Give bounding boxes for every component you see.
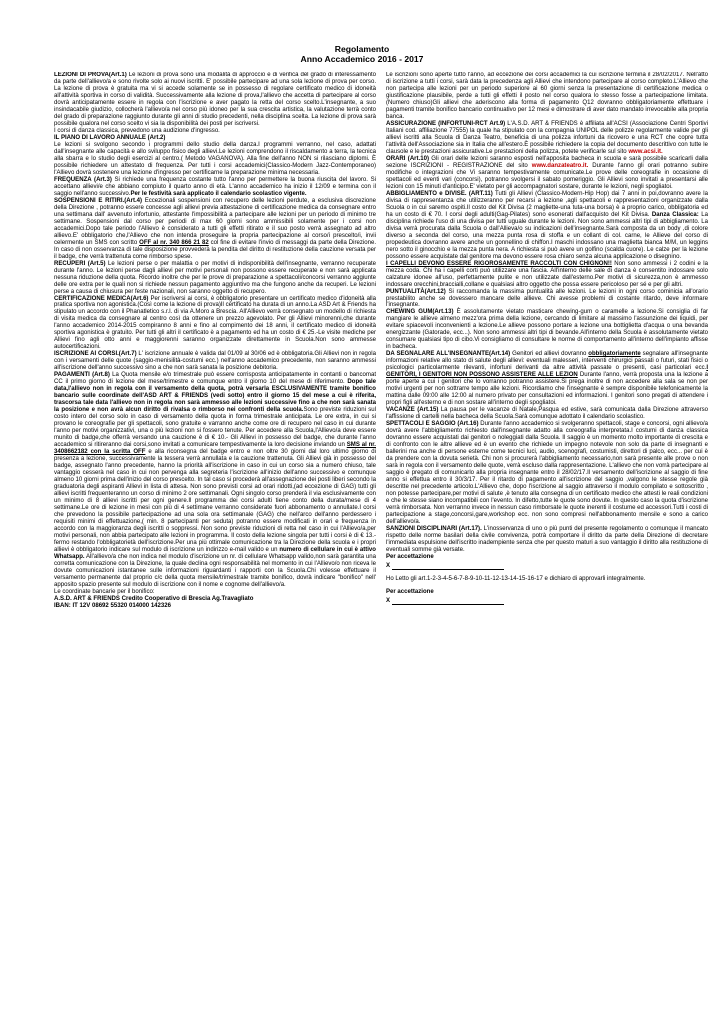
bold-text: Dopo tale data,l'allievo non in regola con il versamento della quota, potrà versarla ESCLUSIVAMENTE tramite bonifico bancario sulle coordinate dell'ASD ART & FRIENDS (vedi sotto) entro il giorno 15 del mese a cui è riferita, trascorsa tale data l'allievo non in regola non sarà ammesso alle lezioni successive fino a che non sarà sanata la posizione e non avrà alcun diritto di rivalsa o rimborso nei confronti della scuola. — [54, 379, 376, 414]
underlined-text: I CAPELLI DEVONO ESSERE RIGOROSAMENTE RACCOLTI CON CHIGNON!! — [386, 260, 612, 267]
body-text: Le coordinate bancarie per il bonifico: — [54, 588, 155, 595]
body-text: Si richiede una frequenza costante tutto l'anno per permettere la buona riuscita del lavoro. Si accettano allievi/e che abbiano compiuto il quarto anno di età. L'anno accademico ha inizio il 12/09 e termina con il saggio nell'anno successivo. — [54, 176, 376, 197]
section-heading: VACANZE (Art.15) — [386, 407, 439, 414]
body-text: Durante l'anno accademico si svolgeranno spettacoli, stage e concorsi, ogni allievo/a dovrà avere l'abbigliamento richiesto dall'insegnante adatto alla coreografia interpretata.I costumi di danza classica dovranno essere acquistati dai genitori o noleggiati dalla Scuola. Il saggio è un momento molto importante di crescita e di confronto con le altre allieve ed è un evento che richiede un impegno notevole non solo da parte di insegnanti e ballerini ma anche di persone esterne come tecnici luci, audio, scenografi, costumisti, direttori di palco, ecc... per cui è da prendere con la dovuta serietà. Chi non si procurerà l'abbigliamento necessario,non sarà presente alle prove o non sarà in regola con il versamento delle quote, verrà escluso dalla rappresentazione. L'allievo che non vorrà partecipare al saggio è pregato di comunicarlo alla propria insegnante entro il 28/02/17.Il versamento dell'iscrizione al saggio di fine anno si effettua entro il 30/3/17. Per il ritardo di pagamento all'iscrizione del saggio ,valgono le stesse regole già descritte nel precedente articolo.L'Allievo che, dopo l'iscrizione al saggio attraverso il modulo compilato e sottoscritto , non potesse partecipare,per motivi di salute ,è tenuto alla consegna di un certificato medico che attesti le reali condizioni e che le stesse siano incompatibili con l'evento. In difetto,tutte le quote sono dovute. In questo caso la quota d'iscrizione verrà rimborsata. Non verranno invece in nessun caso rimborsate le quote inerenti il costume ed accessori.Tutti i costi di partecipazione a stage,concorsi,gare,workshop ecc. non sono compresi nell'abbonamento mensile e sono a carico dell'allievo/a. — [386, 421, 708, 525]
section-heading: IBAN: IT 12V 08692 55320 014000 142326 — [54, 602, 171, 609]
body-text: Durante l'anno, verrà proposta una la lezione a porte aperte a cui i genitori che lo vorranno potranno assistere.Si prega inoltre di non accedere alla sala se non per motivi urgenti per non sottrarre tempo alle lezioni. Ricordiamo che l'insegnante è sempre disponibile telefonicamente la mattina dalle 09:00 alle 12:00 al numero privato per consultazioni ed informazioni. I genitori sono pregati di attendere i propri figli all'esterno e di non sostare all'interno degli spogliatoi. — [386, 372, 708, 407]
paragraph — [54, 603, 376, 610]
left-column — [54, 72, 376, 1018]
underlined-text: SMS al nr. 3408662182 con la scritta OFF — [54, 442, 376, 456]
document-title: Regolamento — [334, 44, 390, 54]
paragraph — [386, 576, 708, 583]
paragraph — [386, 598, 708, 605]
right-column — [386, 72, 708, 1018]
body-text: Sono previste riduzioni sul costo intero del corso solo in caso di versamento della quota in forma trimestrale anticipata. Le ore extra, in cui si provano le coreografie per gli spettacoli, sono gratuite e varranno anche come ore di recupero nel caso in cui durante l'anno per motivi organizzativi, una o più lezioni non si fossero tenute. Per accedere alla Scuola,l'Allievo/a deve essere munito di badge,che offerrà versando una cauzione è di € 10.- Gli Allievi in possesso del badge, che durante l'anno accademico si ritireranno dai corsi,sono invitati a comunicare tempestivamente la loro decisione inviando un — [54, 407, 376, 449]
body-text: Eccezionali sospensioni con recupero delle lezioni perdute, a esclusiva discrezione della Direzione , potranno essere concesse agli allievi previa attestazione di certificazione medica da consegnare entro una settimana dall' avvenuto infortunio, attestante l'impossibilità a partecipare alle lezioni per un periodo di minimo tre settimane. Sospensioni dal corso per periodi di max 60 giorni sono ammissibili solamente per i corsi non accademici.Dopo tale periodo l'Allievo è considerato a tutti gli effetti ritirato e il suo posto verrà assegnato ad altro allievo.E' obbligatorio che,l'Allievo che non intenda proseguire la propria partecipazione al corso/i prescelto/i, invii celermente un SMS con scritto — [54, 197, 376, 246]
paragraph — [386, 156, 708, 191]
body-text: Le lezioni di prova sono una modalità di approccio e di verifica del grado di interessamento da parte dell'allievo/a e sono rivolte solo ai nuovi iscritti. E' possibile partecipare ad una sola lezione di prova per corso. La lezione di prova è gratuita ma vi si accede solamente se in possesso di regolare certificato medico di idoneità all'attività sportiva in corso di validità. Successivamente alla lezione di prova,l'allievo che accetta di partecipare al corso dovrà anticipatamente essere in regola con l'iscrizione e aver pagato la retta del corso scelto.L'insegnante, a suo insindacabile giudizio, collocherà l'allievo/a nel corso più idoneo per la sua crescita artistica, la valutazione terrà conto del grado di preparazione raggiunto durante gli anni di studio precedenti, nella disciplina scelta. La lezione di prova sarà possibile qualora nel corso scelto vi sia la disponibilità dei posti per iscriversi. — [54, 72, 376, 127]
underlined-text: obbligatoriamente — [588, 351, 641, 358]
body-text: Gli orari delle lezioni saranno esposti nell'apposita bacheca in scuola e sarà possibile scaricarli dalla sezione ISCRIZIONI - REGISTRAZIONE del sito — [386, 155, 708, 169]
section-heading: A.S.D. ART & FRIENDS Credito Cooperativo di Brescia Ag.Travagliato — [54, 595, 254, 602]
body-text: È assolutamente vietato masticare chewing-gum o caramelle a lezione.Si consiglia di far mangiare le allieve almeno mezz'ora prima della lezione, cercando di limitare al massimo l'assunzione dei liquidi, per evitare spiacevoli inconvenienti a lezione.Le allieve possono portare a lezione una bottiglietta d'acqua o una bevanda energizzante (Gatorade, ecc...). Non sono ammessi altri tipi di bevande.All'interno della Scuola è assolutamente vietato consumare qualsiasi tipo di cibo.Vi consigliamo di consultare le norme di comportamento all'interno dell'impianto affisse in bacheca. — [386, 309, 708, 351]
paragraph — [54, 351, 376, 372]
body-text: Si raccomanda la massima puntualità alle lezioni. Le lezioni in ogni corso cominicia all'orario prestabilito anche se dovessero mancare delle allieve. Chi avesse problemi di costante ritardo, deve informare l'insegnante. — [386, 288, 708, 309]
body-text: e alla riconsegna del badge entro e non oltre 30 giorni dal loro ultimo giorno di presenza a lezione, successivamente la tessera verrà annullata e la cauzione trattenuta. Gli Allievi già in possesso del badge, assegnato l'anno precedente, hanno la priorità all'iscrizione in caso in cui un corso sia a numero chiuso, tale vantaggio cesserà nel caso in cui non pervenga alla segreteria l'iscrizione all'inizio dell'anno successivo e comunque almeno 10 giorni prima dell'inizio del corso prescelto. In tal caso si procederà all'assegnazione dei posti liberi secondo la graduatoria degli aspiranti Allievi in lista di attesa. Non sono previsti corsi ad orari ridotti,(ad eccezione di GAG) tutti gli allievi iscritti frequenteranno un corso di minimo 2 ore settimanali. Ogni singolo corso prenderà il via esclusivamente con un minimo di 8 allievi iscritti per ogni genere.Il programma dei corsi adulti tiene conto della durata/mese di 4 settimane.Le ore di lezione in mesi con più di 4 settimane verranno considerate fuori abbonamento o annullate.I corsi che prevedono la possibile partecipazione ad una sola ora settimanale (GAG) che nell'arco dell'anno perdessero i requisiti minimi di effettuazione,( min. 8 partecipanti per seduta) potranno essere modificati in orari e frequenza in accordo con la maggioranza degli iscritti o soppressi. Non sono previste riduzioni di retta nel caso in cui l'Allievo/a,per motivi personali, non abbia partecipato alle lezioni in programma. Il costo della lezione singola per tutti i corsi è di € 13.-fermo restando l'obbligatorietà dell'iscrizione.Per una più ottimale comunicazione tra la Direzione della scuola e i propri allievi è obbligatorio indicare sul modulo di iscrizione un indirizzo e-mail valido e un — [54, 449, 376, 553]
paragraph — [386, 554, 708, 561]
bold-text: Per le festività sarà applicato il calendario scolastico vigente. — [130, 190, 307, 197]
paragraph — [386, 421, 708, 526]
body-text: L' iscrizione annuale è valida dal 01/09 al 30/06 ed è obbligatoria.Gli Allievi non in regola con i versamenti delle quote (saggio-menisilità-costumi ecc.) nell'anno accademico precedente, non saranno ammessi all'iscrizione dell'anno successivo sino a che non sarà sanata la posizione debitoria. — [54, 351, 376, 372]
body-text: col fine di evitare l'invio di messaggi da parte della Direzione. In caso di non osservanza di tale disposizione provvederà la pendita del diritto di restituzione della cauzione versata per il badge, che verrà trattenuta come rimborso spese. — [54, 239, 376, 260]
section-heading: PUNTUALITÀ(Art.12) — [386, 288, 446, 295]
paragraph — [386, 121, 708, 156]
body-text: Genitori ed allievi dovranno — [510, 351, 589, 358]
section-heading: CHEWING GUM(Art.13) — [386, 309, 454, 316]
signature-line — [392, 564, 504, 570]
section-heading: ORARI (Art.10) — [386, 155, 429, 162]
body-text: Ho Letto gli art.1-2-3-4-5-6-7-8-9-10-11-12-13-14-15-16-17 e dichiaro di approvarli integralmente. — [386, 575, 646, 582]
body-text: Non sono ammessi i 2 codini e la mezza coda. Chi ha i capelli corti può utilizzare una fascia. All'interno delle sale di danza è consentito indossare solo calzature idonee all'uso, perfettamente pulite e non utilizzate dall'esterno.Per motivi di sicurezza,non è ammesso indossare orecchini,braccialli,collane e qualsiasi altro oggetto che possa essere pericoloso per sé e per gli altri. — [386, 260, 708, 288]
bold-text: numero di cellulare in cui è attivo Whatsapp. — [54, 546, 376, 560]
paragraph — [386, 72, 708, 121]
paragraph — [386, 589, 708, 596]
paragraph — [54, 198, 376, 261]
section-heading: SANZIONI DISCIPLINARI (Art.17). — [386, 525, 482, 532]
body-text: All'allievo/a che non indica nel modulo d'iscrizione un nr. di cellulare Whatsapp valido,non sarà garantita una corretta comunicazione con la Direzione, la quale declina ogni responsabilità nel momento in cui l'Allievo/o non riceva le dovute comunicazioni istantanee sulle informazioni riguardanti i rapporti con la Scuola.Chi volesse effettuare il versamento permanente dal proprio c/c della quota mensile/trimestrale tramite bonifico, dovrà indicare "bonifico" nell' apposito spazio presente sul modulo di iscrizione con il nome e cognome dell'allievo/a. — [54, 553, 376, 588]
section-heading: ISCRIZIONE AI CORSI.(Art.7) — [54, 351, 137, 358]
paragraph — [54, 296, 376, 352]
paragraph — [386, 526, 708, 554]
body-text: L'inosservanza di uno o più punti del presente regolamento o comunque il mancato rispetto delle norme basilari della civile convivenza, potrà comportare il diritto da parte della Direzione di decretare l'immediata espulsione dell'iscritto inadempiente senza che per questo maturi a suo vantaggio il diritto alla restituzione di eventuali somme già versate. — [386, 525, 708, 553]
bold-text: Danza Classica: — [649, 211, 699, 218]
section-heading: IL PIANO DI LAVORO ANNUALE (Art.2) — [54, 134, 166, 141]
document-header — [0, 44, 724, 64]
section-heading: Per accettazione — [386, 588, 434, 595]
underlined-text: I GENITORI, I GENITORI NON POSSONO ASSISTERE ALLE LEZION — [386, 365, 708, 379]
document-subtitle: Anno Accademico 2016 - 2017 — [300, 54, 424, 64]
paragraph — [54, 135, 376, 142]
paragraph — [386, 309, 708, 351]
paragraph — [54, 372, 376, 589]
signature-mark: X — [386, 562, 391, 569]
section-heading: ASSICURAZIONE (INFORTUNI-RCT Art.9) — [386, 120, 506, 127]
paragraph — [54, 596, 376, 603]
body-text: Le lezioni perse o per malattia o per motivi di indisponibilità dell'insegnante, verranno recuperate durante l'anno. Le lezioni perse dagli allievi per motivi personali non possono essere recuperate e non sarà applicata nessuna riduzione della quota. Ricordo inoltre che per le prove di preparazione a spettacoli/concorsi verranno aggiunte delle ore extra per le quali non si richiede nessun pagamento aggiuntivo ma che fungono anche da recuperi. Le lezioni perse a causa di chiusura per feste nazionali, non saranno oggetto di recupero. — [54, 260, 376, 295]
signature-line — [392, 599, 504, 605]
section-heading: LEZIONI DI PROVA(Art.1) — [54, 72, 127, 78]
paragraph — [386, 563, 708, 570]
section-heading: DA SEGNALARE ALL'INSEGNANTE(Art.14) — [386, 351, 511, 358]
paragraph — [54, 72, 376, 128]
body-text: segnalare all'insegnante informazioni relative allo stato di salute degli allievi: eventuali malesseri, interventi chirurgici passati o futuri, stati fisici o psicologici particolarmente rilevanti, infortuni derivanti da altre attività passate o presenti, casi particolari ecc. — [386, 351, 708, 372]
paragraph — [386, 407, 708, 421]
section-heading: SOSPENSIONI E RITIRI.(Art.4) — [54, 197, 143, 204]
section-heading: ABBIGLIAMENTO e DIVISE. (ART.11) — [386, 190, 493, 197]
body-text: La disciplina richiede l'uso di una divisa per tutti uguale durante le lezioni. Non sono ammessi altri tipi di abbigliamento. La divisa verrà procurata dalla Scuola o dall'Allieva/o su indicazioni dell'insegnante.Sarà composta da un body ,di colore diverso a seconda del corso, una mezza punta rosa di stoffa e un collant di col. carne, le Allieve del corso di propedeutica dovranno avere anche un gonnellino di chiffon.I maschi indossano una maglietta bianca M/M, un leggins nero sotto il ginocchio e la mezza punta nera. A richiesta si può avere un golfino (scalda cuore). Le calze per la lezione possono essere acquistate dal genitore ma devono essere rosa chiaro senza alcuna applicazione o disegnino. — [386, 211, 708, 260]
paragraph — [54, 177, 376, 198]
body-text: Le iscrizioni sono aperte tutto l'anno, ad eccezione dei corsi accademici la cui iscrizione termina il 28/02/2017. Nell'atto di iscrizione a tutti i corsi, sarà data la precedenza agli Allievi che intendono partecipare al corso completo.L'Allievo che non partecipa alle lezioni per un periodo superiore ai 60 giorni senza la presentazione di certificazione medica o giustificazione plausibile, perde a tutti gli effetti il posto nel corso qualora lo stesso fosse a partecipazione limitata.(Numero chiuso)Gli allievi che aderiscono alla forma di pagamento Q12 dovranno obbligatoriamente effettuare i pagamenti tramite bonifico bancario continuativo per 12 mesi e dimostrare di aver dato mandato irrevocabile alla propria banca. — [386, 72, 708, 120]
body-text: Per iscriversi ai corsi, è obbligatorio presentare un certificato medico d'idoneità alla pratica sportiva non agonistica.(Così come la lezione di prova)Il certificato ha durata di un anno.La ASD Art & Friends ha stipulato un accordo con il Phanatletico s.r.l. di via A.Moro a Brescia. All'Allievo verrà consegnato un modello di richiesta di visita medica da consegnare al centro così da ottenere un prezzo agevolato. Per gli Allievi minorenni,che durante l'anno accademico 2014-2015 compiranno 8 anni e fino al compimento dei 18 anni, il certificato medico di idoneità sportiva agonistica è gratuito. Per tutti gli altri il certificato è a pagamento ed ha un costo di € 25.-Le visite mediche per Allievi fino agli otto anni e maggiorenni saranno organizzate direttamente in Scuola.Non sono ammesse autocertificazioni. — [54, 295, 376, 351]
section-heading: Per accettazione — [386, 553, 434, 560]
paragraph — [54, 261, 376, 296]
body-text: La Quota mensile e/o trimestrale può essere corrisposta anticipatamente in contanti o bancomat CC il primo giorno di lezione del mese/trimestre e comunque entro il giorno 10 del mese di riferimento. — [54, 372, 376, 386]
section-heading: CERTIFICAZIONE MEDICA(Art.6) — [54, 295, 149, 302]
body-text: L'A.S.D. ART & FRIENDS è affiliata all'ACSI (Associazione Centri Sportivi Italiani cod. affiliazione 77555) la quale ha stipulato con la compagnia UNIPOL delle polizze regolarmente valide per gli allievi iscritti alla Scuola di Danza Teatro, beneficia di una polizza infortuni da ricovero e una RCT che copre tutta l'attività dell'Associazione sia in Italia che all'estero.È possibile richiedere la copia del documento descrittivo con tutte le clausole e le prestazioni assicurative.Le prestazioni della polizza, potete verificarle sul sito — [386, 120, 708, 155]
paragraph — [54, 142, 376, 177]
paragraph — [386, 351, 708, 407]
paragraph — [54, 589, 376, 596]
paragraph — [386, 289, 708, 310]
section-heading: RECUPERI (Art.5) — [54, 260, 106, 267]
section-heading: FREQUENZA (Art.3) — [54, 176, 112, 183]
paragraph — [386, 191, 708, 261]
paragraph — [386, 261, 708, 289]
body-text: La pausa per le vacanze di Natale,Pasqua ed estive, sarà comunicata dalla Direzione attraverso l'affissione di cartelli nella bacheca della Scuola.Sarà comunque adottato il calendario scolastico. — [386, 407, 708, 421]
body-text: Le lezioni si svolgono secondo i programmi dello studio della danza.I programmi verranno, nel caso, adattati dall'insegnante alle capacità e allo sviluppo fisico degli allievi.Le lezioni comprendono il riscaldamento a terra, la tecnica alla sbarra e lo studio degli esercizi al centro.( Metodo VAGANOVA). Alla fine dell'anno NON si rilasciano diplomi. È possibile richiedere un attestato di frequenza. Per tutti i corsi accademici(Classico-Modern Jazz-Contemporaneo) l'Allievo dovrà sostenere una lezione d'ingresso per certificarne la preparazione minima necessaria. — [54, 141, 376, 176]
body-text: I corsi di danza classica, prevedono una audizione d'ingresso. — [54, 127, 220, 134]
body-text: Durante l'anno gli orari potranno subire modifiche o integrazioni che Vi saranno tempestivamente comunicate.Le prove delle coreografie in occasione di spettacoli ed eventi vari (concorsi), potranno svolgersi il sabato pomeriggio. Gli Allievi sono invitati a presentarsi alle lezioni con 15 minuti d'anticipo.E' vietato per gli accompagnatori sostare, durante le lezioni, negli spogliatoi. — [386, 162, 708, 190]
section-heading: SPETTACOLI E SAGGIO (Art.16) — [386, 421, 479, 428]
signature-mark: X — [386, 597, 391, 604]
website-link: www.acsi.it. — [628, 148, 663, 155]
section-heading: PAGAMENTI (Art.8) — [54, 372, 110, 379]
paragraph — [54, 128, 376, 135]
website-link: www.danzateatro.it. — [531, 162, 589, 169]
body-text: Tutti gli Allievi (Classico-Modern-Hip Hop) dai 7 anni in poi,dovranno avere la divisa di rappresentanza che utilizzeranno per recarsi a lezione ,agli spettacoli e rappresentazioni organizzate dalla Scuola o in cui saremo ospiti.Il costo del Kit Divisa (2 magliette-una tuta-una borsa) è a proprio carico, obbligatoria ed ha un costo di € 70. I corsi degli adulti(Gag-Pilates) sono esonerati dall'acquisto del Kit Divisa. — [386, 190, 708, 218]
underlined-text: OFF al nr. 340 866 21 82 — [139, 239, 209, 246]
